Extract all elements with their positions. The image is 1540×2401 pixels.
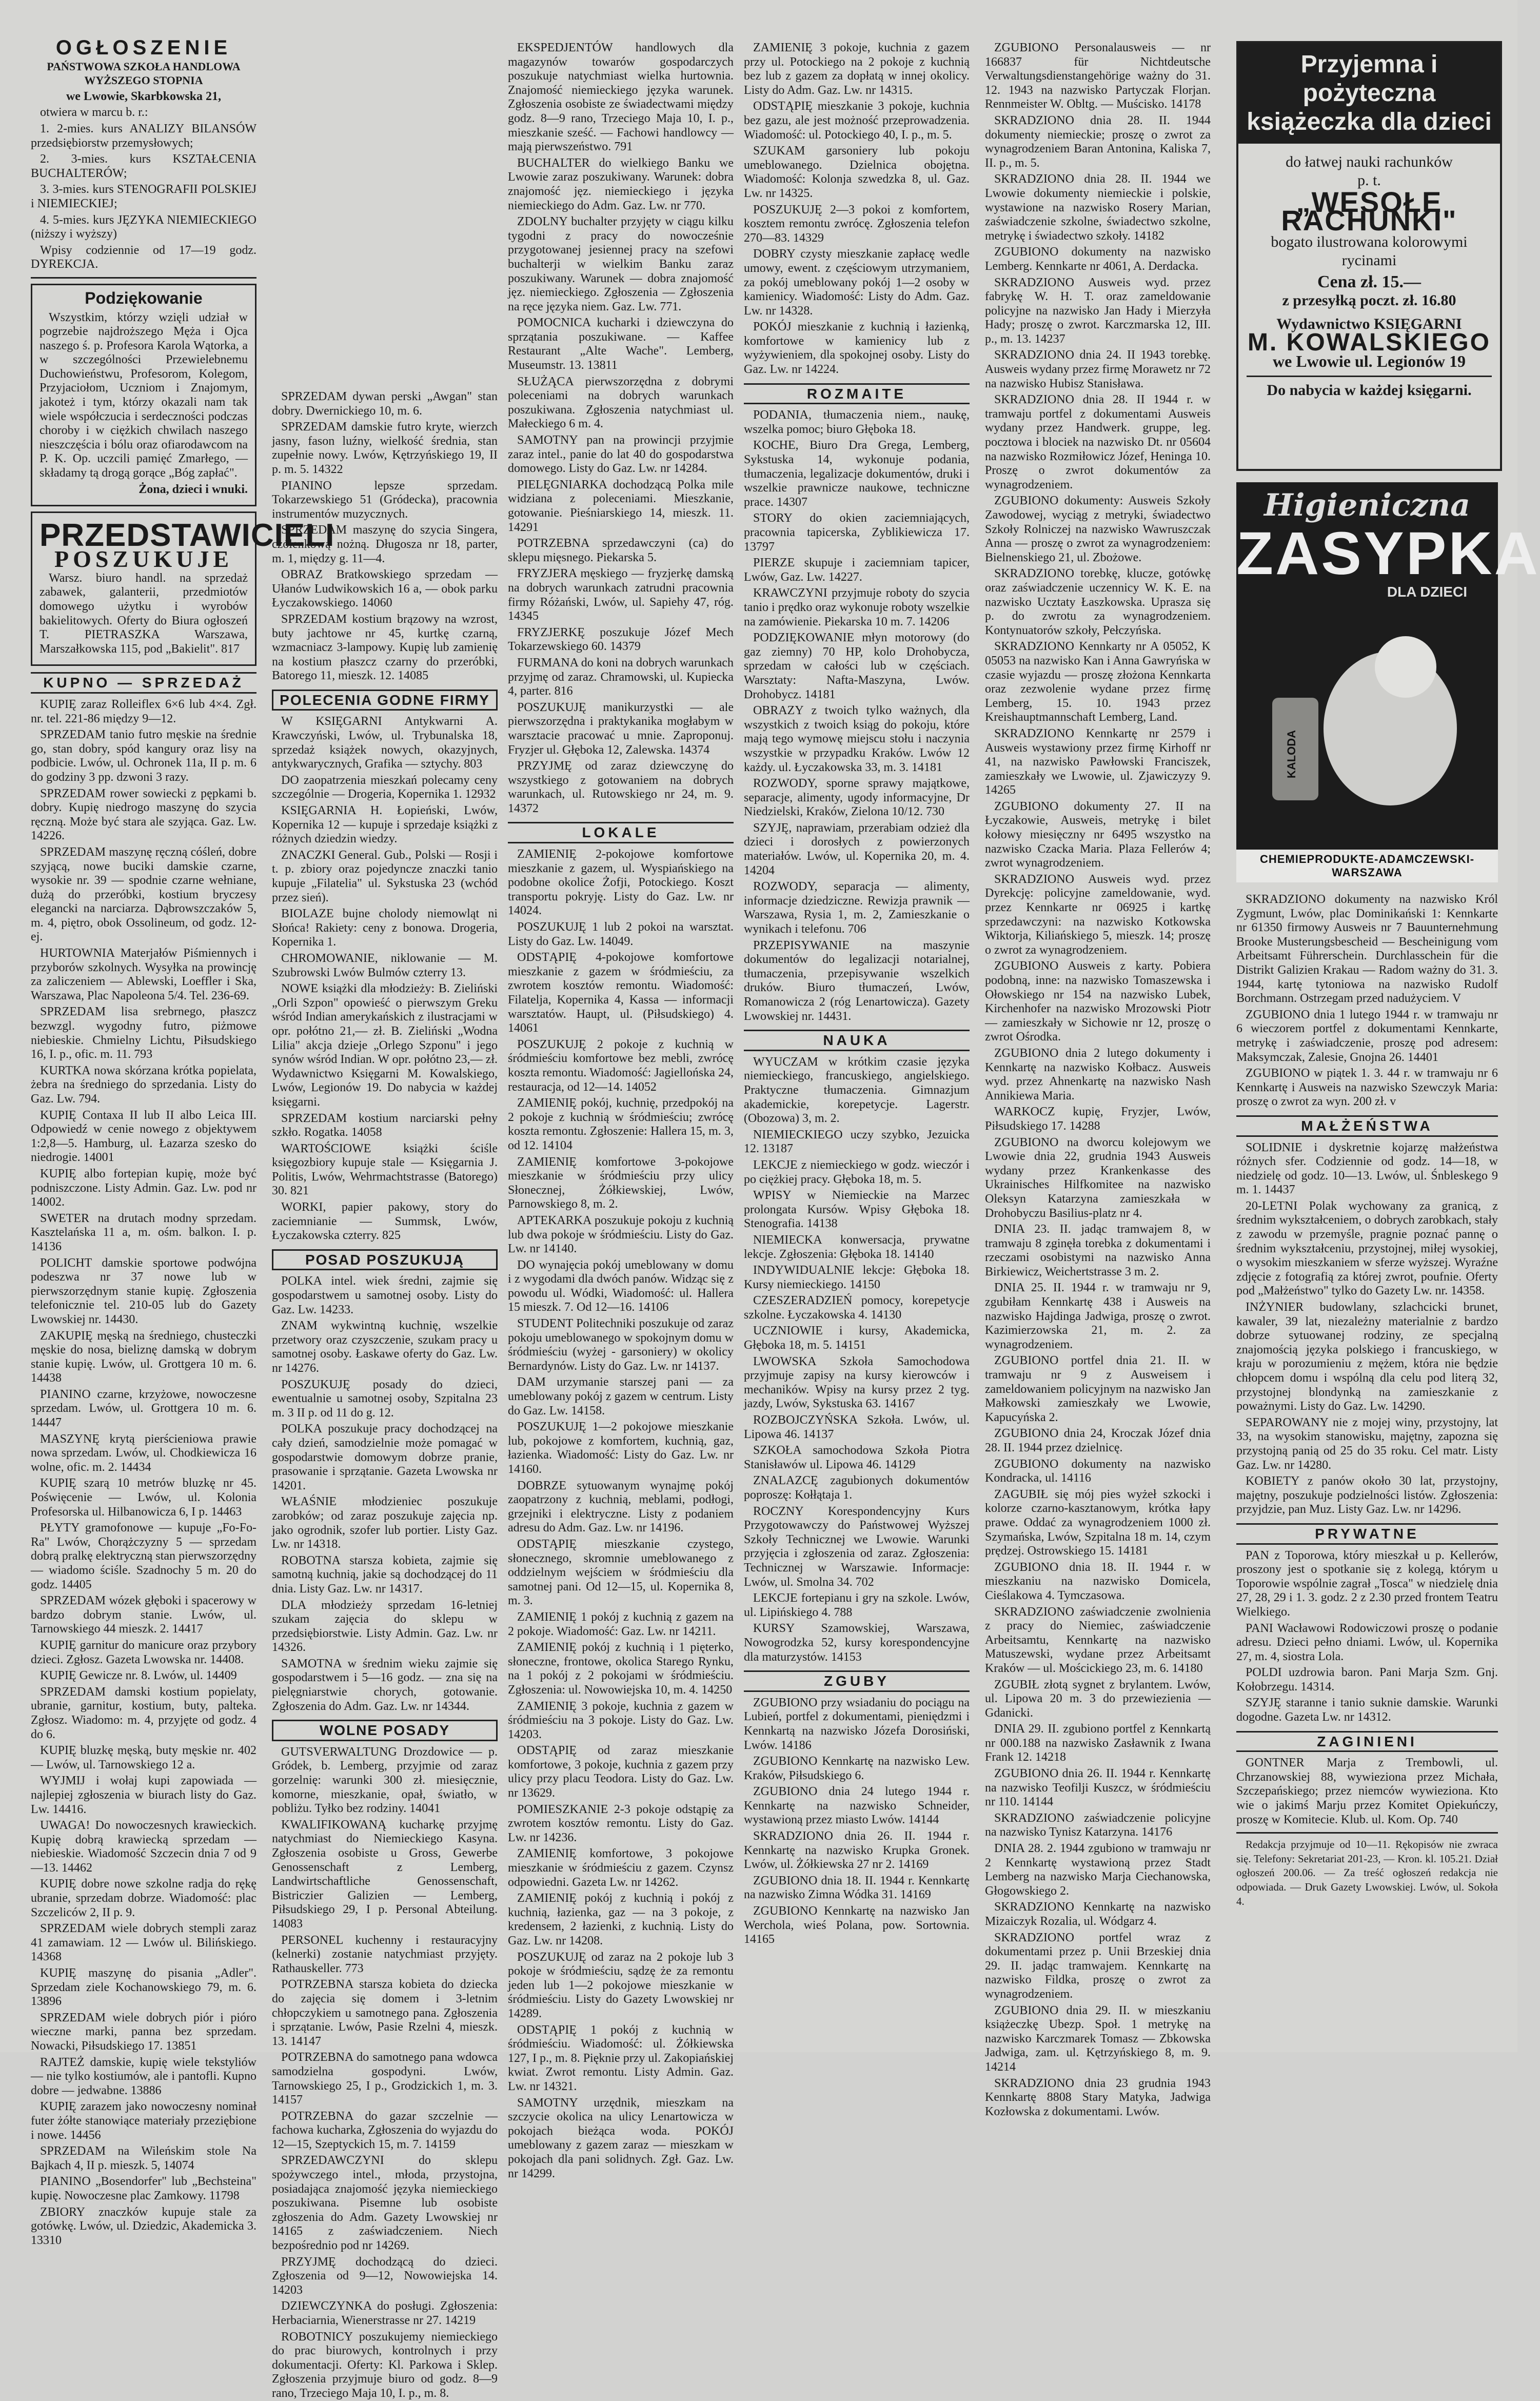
classified-ad: ZGUBIONO dokumenty na nazwisko Kondracka, ul. 14116 bbox=[985, 1457, 1211, 1485]
classified-ad: ODSTĄPIĘ mieszkanie 3 pokoje, kuchnia bez gazu, ale jest możność przeprowadzenia. Wiadomość: ul. Potockiego 40, I. p., m. 5. bbox=[744, 100, 970, 142]
course-item: 1. 2-mies. kurs ANALIZY BILANSÓW przedsiębiorstw przemysłowych; bbox=[31, 122, 256, 150]
thanks-body: Wszystkim, którzy wzięli udział w pogrzebie najdroższego Męża i Ojca naszego ś. p. Profesora Karola Wątorka, a w szczególności Przewielebnemu Duchowieństwu, Profesorom, Kolegom, Przyjaciołom, Uczniom i Znajomym, jakoteż i tym, którzy okazali nam tak wiele współczucia i serdeczności podczas choroby i w ciężkich chwilach naszego nieszczęścia i bólu oraz ofiarodawcom na P. K. Op. uczcili pamięć Zmarłego, — składamy tą drogą gorące „Bóg zapłać". bbox=[40, 310, 248, 480]
column-3 bbox=[508, 41, 734, 2180]
classified-ad: SWETER na drutach modny sprzedam. Kasztelańska 11 a, m. ośm. balkon. I. p. 14136 bbox=[31, 1211, 256, 1253]
classified-ad: ODSTĄPIĘ 1 pokój z kuchnią w śródmieściu. Wiadomość: ul. Żółkiewska 127, I p., m. 8. Pięknie przy ul. Zakopiańskiej kwiat. Zwrot remontu. Listy Admin. Gaz. Lw. nr 14321. bbox=[508, 2023, 734, 2093]
classified-ad: ZGUBIONO dnia 18. II. 1944 r. Kennkartę na nazwisko Zimna Wódka 31. 14169 bbox=[744, 1874, 970, 1902]
column-6 bbox=[1236, 893, 1498, 2032]
classified-ad: PIANINO czarne, krzyżowe, nowoczesne sprzedam. Lwów, ul. Grottgera 10 m. 6. 14447 bbox=[31, 1387, 256, 1430]
classified-ad: SPRZEDAM wiele dobrych piór i pióro wieczne marki, panna bez sprzedam. Nowacki, Piłsudskiego 17. 13851 bbox=[31, 2011, 256, 2053]
classified-ad: ZGUBIONO Kennkartę na nazwisko Lew. Kraków, Piłsudskiego 6. bbox=[744, 1755, 970, 1782]
section-heading-lokale: LOKALE bbox=[508, 822, 734, 843]
classified-ad: ZDOLNY buchalter przyjęty w ciągu kilku tygodni z pracy do nowocześnie przygotowanej jesiennej pracy na szefowi buchalterji w wielkim Banku zaraz poszukiwany. Warunek — dobra znajomość jęz. niemieckiego. Zgłoszenia — Zgłoszenia na ręce języka niem. Gaz. Lw. 771. bbox=[508, 215, 734, 313]
classified-ad: ZNACZKI General. Gub., Polski — Rosji i t. p. zbiory oraz pojedyncze znaczki tanio kupuje „Filatelia" ul. Sykstuska 23 (wchód przez sień). bbox=[272, 848, 498, 904]
classified-ad: ZNAM wykwintną kuchnię, wszelkie przetwory oraz czyszczenie, szukam pracy u samotnej osoby. Łaskawe oferty do Gaz. Lw. nr 14276. bbox=[272, 1319, 498, 1375]
col6-list bbox=[1236, 893, 1498, 1109]
classified-ad: W KSIĘGARNI Antykwarni A. Krawczyński, Lwów, ul. Trybunalska 18, sprzedaż książek nowych, okazyjnych, antykwarycznych, Grafika — sztychy. 803 bbox=[272, 715, 498, 771]
classified-ad: EKSPEDJENTÓW handlowych dla magazynów towarów gospodarczych poszukuje natychmiast wielka hurtownia. Znajomość niemieckiego języka warunek. Zgłoszenia osobiste ze świadectwami między godz. 8—9 rano, Trzeciego Maja 10, I. p., mieszkanie sześć. — Fachowi handlowcy — mają pierwszeństwo. 791 bbox=[508, 41, 734, 154]
book-ad-publisher-name: M. KOWALSKIEGO bbox=[1248, 329, 1491, 356]
classified-ad: ZAMIENIĘ komfortowe, 3 pokojowe mieszkanie w śródmieściu z gazem. Czynsz odpowiedni. Gazeta Lw. nr 14262. bbox=[508, 1847, 734, 1889]
book-ad-banner: Przyjemna i pożyteczna książeczka dla dzieci bbox=[1238, 43, 1500, 144]
classified-ad: POMOCNICA kucharki i dziewczyna do sprzątania poszukiwane. — Kaffee Restaurant „Alte Wache". Lemberg, Museumstr. 13. 13811 bbox=[508, 316, 734, 372]
book-ad-line1: do łatwej nauki rachunków bbox=[1286, 153, 1453, 170]
course-item: 3. 3-mies. kurs STENOGRAFII POLSKIEJ i NIEMIECKIEJ; bbox=[31, 183, 256, 210]
classified-ad: FRYZJERA męskiego — fryzjerkę damską na dobrych warunkach zatrudni pracownia firmy Różański, Lwów, ul. Sapiehy 47, róg. 14345 bbox=[508, 567, 734, 623]
classified-ad: ZAGUBIŁ się mój pies wyżeł szkocki i kolorze czarno-kasztanowym, krótka łapy prawe. Oddać za wynagrodzeniem 1000 zł. Szymańska, Lwów, Szpitalna 18 m. 14, czym prędzej. Ostrowskiego 15. 14181 bbox=[985, 1487, 1211, 1558]
classified-ad: SPRZEDAM kostium narciarski pełny szkło. Rogatka. 14058 bbox=[272, 1111, 498, 1139]
classified-ad: PODZIĘKOWANIE młyn motorowy (do gaz ziemny) 70 HP, kolo Drohobycza, sprzedam w całości lub w częściach. Warsztaty: Nafta-Maszyna, Lwów. Drohobycz. 14181 bbox=[744, 631, 970, 701]
classified-ad: WPISY w Niemieckie na Marzec prolongata Kursów. Wpisy Głęboka 18. Stenografia. 14138 bbox=[744, 1189, 970, 1231]
book-advertisement bbox=[1236, 41, 1502, 471]
powder-can-label: KALODA bbox=[1285, 730, 1298, 779]
classified-ad: PRZYJMĘ od zaraz dziewczynę do wszystkiego z gotowaniem na dobrych warunkach, ul. Rutowskiego nr 24, m. 9. 14372 bbox=[508, 759, 734, 815]
classified-ad: SKRADZIONO dnia 28. II. 1944 dokumenty niemieckie; proszę o zwrot za wynagrodzeniem Baran Antonina, Kaliska 7, II. p., m. 5. bbox=[985, 113, 1211, 170]
classified-ad: WARKOCZ kupię, Fryzjer, Lwów, Piłsudskiego 17. 14288 bbox=[985, 1105, 1211, 1133]
classified-ad: KURTKA nowa skórzana krótka popielata, żebra na średniego do sprzedania. Listy do Gaz. Lw. 794. bbox=[31, 1064, 256, 1106]
section-heading-rozmaite: ROZMAITE bbox=[744, 383, 970, 405]
classified-ad: LWOWSKA Szkoła Samochodowa przyjmuje zapisy na kursy kierowców i mechaników. Wpisy na kursy przez 2 tyg. jazdy, Lwów, Sykstuska 63. 14167 bbox=[744, 1354, 970, 1411]
classified-ad: INŻYNIER budowlany, szlachcicki brunet, kawaler, 39 lat, niezależny materialnie z bardzo dobrze sytuowanej rodziny, ze specjalną znajomością języka polskiego i francuskiego, w kraju w porozumieniu z mężem, która nie będzie chłopcem domu i wspólną dla celu pod literą 32, przystojnej blondynką na zamieszkanie z poważnymi. Listy do Gaz. Lw. 14290. bbox=[1236, 1301, 1498, 1413]
classified-ad: SPRZEDAM kostium brązowy na wzrost, buty jachtowe nr 45, kurtkę czarną, wzmacniacz 3-lampowy. Kupię lub zamienię na kostium płaszcz czarny do przeróbki, Batorego 11, mieszk. 12. 14085 bbox=[272, 612, 498, 683]
classified-ad: ZGUBIONO dnia 2 lutego dokumenty i Kennkartę na nazwisko Kołbacz. Ausweis wyd. przez Ahnenkartę na nazwisko Nash Annikiewa Maria. bbox=[985, 1046, 1211, 1103]
classified-ad: DO wynajęcia pokój umeblowany w domu i z wygodami dla dwóch panów. Widząc się z powodu ul. Wódki, Wiadomość: ul. Hallera 15 mieszk. 7. Od 12—16. 14106 bbox=[508, 1258, 734, 1314]
classified-ad: POTRZEBNA starsza kobieta do dziecka do zajęcia się domem i 3-letnim chłopczykiem u samotnego pana. Zgłoszenia i sprzątanie. Lwów, Pasie Rzelni 4, mieszk. 13. 14147 bbox=[272, 1978, 498, 2048]
classified-ad: WYJMIJ i wołaj kupi zapowiada — najlepiej zgłoszenia w biurach listy do Gaz. Lw. 14416. bbox=[31, 1774, 256, 1816]
classified-ad: SKRADZIONO dnia 24. II 1943 torebkę. Ausweis wydany przez firmę Morawetz nr 72 na nazwisko Hubisz Stanisława. bbox=[985, 348, 1211, 390]
classified-ad: DNIA 28. 2. 1944 zgubiono w tramwaju nr 2 Kennkartę wystawioną przez Stadt Lemberg na nazwisko Marja Ciechanowska, Głogowskiego 2. bbox=[985, 1842, 1211, 1898]
classified-ad: SAMOTNY pan na prowincji przyjmie zaraz intel., panie do lat 40 do gospodarstwa domowego. Listy do Gaz. Lw. nr 14284. bbox=[508, 434, 734, 476]
section-heading-prywatne: PRYWATNE bbox=[1236, 1523, 1498, 1545]
zasypka-footer: CHEMIEPRODUKTE-ADAMCZEWSKI-WARSZAWA bbox=[1236, 850, 1498, 882]
zasypka-script: Higieniczna bbox=[1264, 487, 1470, 523]
classified-ad: POSZUKUJĘ 2—3 pokoi z komfortem, kosztem remontu zwrócę. Zgłoszenia telefon 270—83. 14329 bbox=[744, 203, 970, 245]
classified-ad: GUTSVERWALTUNG Drozdowice — p. Gródek, b. Lemberg, przyjmie od zaraz gorzelnię: warunki 300 zł. miesięcznie, komorne, mieszkanie, opał, światło, w pobliżu. Tyłko bez rodziny. 14041 bbox=[272, 1745, 498, 1816]
classified-ad: ZAMIENIĘ pokój z kuchnią i pokój z kuchnią, łazienka, gaz — na 3 pokoje, z kredensem, 2 łazienki, z kuchnią. Listy do Gaz. Lw. nr 14208. bbox=[508, 1892, 734, 1947]
classified-ad: ZAMIENIĘ 3 pokoje, kuchnia z gazem w śródmieściu na 3 pokoje. Listy do Gaz. Lw. 14203. bbox=[508, 1699, 734, 1741]
divider bbox=[1236, 1832, 1498, 1834]
classified-ad: SKRADZIONO portfel wraz z dokumentami przez p. Unii Brzeskiej dnia 29. II. jadąc tramwajem. Kennkartę na nazwisko Fildka, proszę o zwrot za wynagrodzeniem. bbox=[985, 1931, 1211, 2001]
col4-list bbox=[744, 41, 970, 377]
classified-ad: SOLIDNIE i dyskretnie kojarzę małżeństwa różnych sfer. Codziennie od godz. 14—18, w niedzielę od godz. 10—13. Lwów, ul. Śnbleskego 9 m. 1. 14437 bbox=[1236, 1140, 1498, 1197]
classified-ad: OBRAZ Bratkowskiego sprzedam — Ułanów Ludwikowskich 16 a, — obok parku Łyczakowskiego. 14060 bbox=[272, 568, 498, 610]
classified-ad: SKRADZIONO dnia 28. II 1944 r. w tramwaju portfel z dokumentami Ausweis wydany przez Handwerk. gruppe, leg. pocztowa i blociek na nazwisko Dt. nr 05604 na nazwisko Rozmiłowicz Józef, Heninga 10. Proszę o zwrot dokumentów za wynagrodzeniem. bbox=[985, 393, 1211, 491]
classified-ad: SKRADZIONO dnia 28. II. 1944 we Lwowie dokumenty niemieckie i polskie, wystawione na nazwisko Rosery Marian, zaświadczenie szkolne, świadectwo szkolne, metrykę i świadectwo szkoły. 14182 bbox=[985, 172, 1211, 243]
classified-ad: SZKOŁA samochodowa Szkoła Piotra Stanisławów ul. Lipowa 46. 14129 bbox=[744, 1444, 970, 1471]
book-ad-line2: p. t. bbox=[1357, 172, 1381, 189]
zaginieni-list bbox=[1236, 1756, 1498, 1827]
school-address: we Lwowie, Skarbkowska 21, bbox=[66, 89, 222, 103]
classified-ad: PANI Wacławowi Rodowiczowi proszę o podanie adresu. Dzieci pełno dniami. Lwów, ul. Kopernika 27, m. 4, siostra Lola. bbox=[1236, 1621, 1498, 1663]
classified-ad: INDYWIDUALNIE lekcje: Głęboka 18. Kursy niemieckiego. 14150 bbox=[744, 1264, 970, 1291]
school-footer: Wpisy codziennie od 17—19 godz. DYREKCJA. bbox=[31, 243, 256, 271]
classified-ad: POTRZEBNA do gazar szczelnie — fachowa kucharka, Zgłoszenia do wyjazdu do 12—15, Szeptyckich 15, m. 7. 14159 bbox=[272, 2109, 498, 2151]
classified-ad: POSZUKUJĘ manikurzystki — ale pierwszorzędna i praktykanika mogłabym w warsztacie pracować u mnie. Zaproponuj. Fryzjer ul. Głęboka 12, Zalewska. 14374 bbox=[508, 700, 734, 757]
classified-ad: DO zaopatrzenia mieszkań polecamy ceny szczególnie — Drogeria, Kopernika 1. 12932 bbox=[272, 773, 498, 801]
classified-ad: SZUKAM garsoniery lub pokoju umeblowanego. Dzielnica obojętna. Wiadomość: Kolonja szwedzka 8, ul. Gaz. Lw. nr 14325. bbox=[744, 144, 970, 200]
classified-ad: SKRADZIONO Kennkartę nr 2579 i Ausweis wystawiony przez firmę Kirhoff nr 41, na nazwisko Pawłowski Franciszek, zamieszkały we Lwowie, ul. Zjawiczyzy 9. 14265 bbox=[985, 726, 1211, 797]
classified-ad: ZAMIENIĘ 1 pokój z kuchnią z gazem na 2 pokoje. Wiadomość: Gaz. Lw. nr 14211. bbox=[508, 1610, 734, 1638]
classified-ad: ZGUBIONO Kennkartę na nazwisko Jan Werchola, wieś Polana, pow. Sortownia. 14165 bbox=[744, 1904, 970, 1946]
book-ad-body bbox=[1238, 144, 1500, 409]
representatives-title: PRZEDSTAWICIELI bbox=[40, 518, 335, 554]
section-heading-nauka: NAUKA bbox=[744, 1030, 970, 1051]
representatives-ad bbox=[31, 511, 335, 666]
classified-ad: WARTOŚCIOWE książki ściśle księgozbiory kupuje stale — Księgarnia J. Politis, Lwów, Wehrmachtstrasse (Batorego) 30. 821 bbox=[272, 1142, 498, 1198]
column-5 bbox=[985, 41, 1211, 2118]
classified-ad: NIEMIECKIEGO uczy szybko, Jezuicka 12. 13187 bbox=[744, 1128, 970, 1156]
classified-ad: LEKCJE fortepianu i gry na szkole. Lwów, ul. Lipińskiego 4. 788 bbox=[744, 1591, 970, 1619]
classified-ad: 20-LETNI Polak wychowany za granicą, z średnim wykształceniem, o dobrych zarobkach, stały z zawodu w przemyśle, pragnie poznać pannę o średnim wykształceniu, przystojnej, miłej wysokiej, o wysokim mieszkaniem w sferze wyższej. Wyraźne zdjęcie z fotografią za której zwrot, poufnie. Oferty pod „Małżeństwo" tylko do Gazety Lw. nr. 14358. bbox=[1236, 1199, 1498, 1298]
classified-ad: OBRAZY z twoich tylko ważnych, dla wszystkich z twoich ksiąg do pokoju, które mają tego wymowę miejscu stołu i naczynia wszystkie w przypadku Kraków. Lwów 12 każdy. ul. Łyczakowska 33, m. 3. 14181 bbox=[744, 704, 970, 774]
classified-ad: KUPIĘ dobre nowe szkolne radja do rękę ubranie, sprzedam dobrze. Wiadomość: plac Szczeliców 2, II p. 9. bbox=[31, 1877, 256, 1919]
zasypka-advertisement bbox=[1236, 482, 1540, 882]
classified-ad: SKRADZIONO dokumenty na nazwisko Król Zygmunt, Lwów, plac Dominikański 1: Kennkarte nr 61350 firmowy Ausweis nr 7 Bauunternehmung Brooke Musterungsbescheid — Bescheinigung vom Arbeitsamt Führerschein. Durchlasschein für die Distrikt Galizien Krakau — Radom ważny do 31. 3. 1944, kartę tytoniowa na nazwisko Rudolf Borchmann. Ostrzegam przed nadużyciem. V bbox=[1236, 893, 1498, 1006]
classified-ad: KUPIĘ Contaxa II lub II albo Leica III. Odpowiedź w cenie nowego z objektywem 1:2,8—5. Hamburg, ul. Łazarza szesko do niedrogie. 14001 bbox=[31, 1108, 256, 1165]
classified-ad: KWALIFIKOWANĄ kucharkę przyjmę natychmiast do Niemieckiego Kasyna. Zgłoszenia osobiste u Gross, Gewerbe Genossenschaft z Lemberg, Landwirtschaftliche Genossenschaft, Bistriczier Galizien — Lemberg, Piłsudskiego 29, I p. Personal Abteilung. 14083 bbox=[272, 1818, 498, 1931]
classified-ad: DOBRY czysty mieszkanie zapłacę wedle umowy, ewent. z częściowym utrzymaniem, za pokój umeblowany pokój 1—2 osoby w kamienicy. Wiadomość: Listy do Adm. Gaz. Lw. nr 14328. bbox=[744, 247, 970, 318]
classified-ad: ZGUBIONO dnia 1 lutego 1944 r. w tramwaju nr 6 wieczorem portfel z dokumentami Kennkarte, metrykę i zaświadczenie, proszę pod adresem: Maksymczak, Zalesie, Gnojna 26. 14401 bbox=[1236, 1008, 1498, 1064]
classified-ad: ODSTĄPIĘ 4-pokojowe komfortowe mieszkanie z gazem w śródmieściu, za zwrotem kosztów remontu. Wiadomość: Filatelja, Kopernika 4, Kassa — informacji warsztatów. Haupt, ul. (Piłsudskiego) 4. 14061 bbox=[508, 951, 734, 1035]
classified-ad: SPRZEDAWCZYNI do sklepu spożywczego intel., młoda, przystojna, posiadająca znajomość języka niemieckiego poszukiwana. Pisemne lub osobiste zgłoszenia do Adm. Gazety Lwowskiej nr 14165 z zaświadczeniem. Niech bezpośrednio pod nr 14269. bbox=[272, 2154, 498, 2253]
classified-ad: PAN z Toporowa, który mieszkał u p. Kellerów, proszony jest o spotkanie się z kolegą, którym u Toporowie wspólnie zagrał „Tosca" w niedzielę dnia 27, 28, 29 i 1. 3. godz. 2 z 2.30 przed frontem Teatru Wielkiego. bbox=[1236, 1548, 1498, 1619]
classified-ad: DNIA 25. II. 1944 r. w tramwaju nr 9, zgubiłam Kennkartę 438 i Ausweis na nazwisko Hajdinga Jadwiga, proszę o zwrot. Kazimierzowska 21, m. 2. za wynagrodzeniem. bbox=[985, 1281, 1211, 1351]
classified-ad: SPRZEDAM tanio futro męskie na średnie go, stan dobry, spód kangury oraz lisy na podbicie. Lwów, ul. Ochronek 11a, II p. m. 6 do godziny 3 pp. dzwoni 3 razy. bbox=[31, 728, 256, 784]
classified-ad: SPRZEDAM damskie futro kryte, wierzch jasny, fason luźny, wielkość średnia, stan zupełnie nowy. Lwów, Kętrzyńskiego 19, II p. m. 5. 14322 bbox=[272, 420, 498, 476]
classified-ad: ROZWODY, separacja — alimenty, informacje dziedziczne. Rewizja prawnik — Warszawa, Rysia 1, m. 2, Zamieszkanie o wynikach i telefonu. 706 bbox=[744, 880, 970, 936]
classified-ad: WORKI, papier pakowy, story do zaciemnianie — Summsk, Lwów, Łyczakowska czterry. 825 bbox=[272, 1200, 498, 1243]
classified-ad: RAJTEŻ damskie, kupię wiele tekstyliów — nie tylko kostiumów, ale i pantofli. Kupno dobre — jedwabne. 13886 bbox=[31, 2055, 256, 2097]
section-heading-zaginieni: ZAGINIENI bbox=[1236, 1731, 1498, 1753]
column-2 bbox=[272, 390, 498, 2400]
classified-ad: ZGUBIONO dnia 29. II. w mieszkaniu książeczkę Ubezp. Społ. 1 metrykę na nazwisko Karczmarek Tomasz — Zbkowska Jadwiga, zam. ul. Kętrzyńskiego 8, m. 9. 14214 bbox=[985, 2003, 1211, 2074]
classified-ad: SZYJĘ, naprawiam, przerabiam odzież dla dzieci i dorosłych z powierzonych materiałów. Lwów, ul. Kopernika 20, m. 4. 14204 bbox=[744, 821, 970, 877]
classified-ad: PŁYTY gramofonowe — kupuje „Fo-Fo-Ra" Lwów, Chorążczyzny 5 — sprzedam dobrą pralkę elektryczną stan pierwszorzędny — wiadomo ściśle. Szadnochy 5 m. 20 do godz. 14405 bbox=[31, 1521, 256, 1591]
book-ad-address: we Lwowie ul. Legionów 19 bbox=[1273, 352, 1466, 370]
classified-ad: ZGUBIONO dnia 24, Kroczak Józef dnia 28. II. 1944 przez dzielnicę. bbox=[985, 1427, 1211, 1454]
section-heading-malzenstwa: MAŁŻEŃSTWA bbox=[1236, 1115, 1498, 1137]
classified-ad: ZGUBIONO dokumenty na nazwisko Lemberg. Kennkarte nr 4061, A. Derdacka. bbox=[985, 245, 1211, 273]
classified-ad: PIELĘGNIARKA dochodzącą Polka mile widziana z poleceniami. Mieszkanie, gotowanie. Pieśniarskiego 14, mieszk. 11. 14291 bbox=[508, 478, 734, 534]
classified-ad: FURMANA do koni na dobrych warunkach przyjmę od zaraz. Chramowski, ul. Kupiecka 4, parter. 816 bbox=[508, 656, 734, 698]
classified-ad: ZGUBIONO na dworcu kolejowym we Lwowie dnia 22, grudnia 1943 Ausweis wydany przez Krankenkasse des Ukrainisches Hilfkomitee na nazwisko Oleksyn Katarzyna zamieszkała w Drohobyczu Basilius-platz nr 4. bbox=[985, 1135, 1211, 1220]
classified-ad: POSZUKUJĘ od zaraz na 2 pokoje lub 3 pokoje w śródmieściu, sądzę że za remontu jeden lub 1—2 pokojowe mieszkanie w śródmieściu. Listy do Gazety Lwowskiej nr 14289. bbox=[508, 1950, 734, 2020]
book-ad-publisher: Wydawnictwo KSIĘGARNI bbox=[1276, 316, 1462, 332]
classified-ad: SKRADZIONO Ausweis wyd. przez fabrykę W. H. T. oraz zameldowanie policyjne na nazwisko Jan Hady i Mierzyła Hady; proszę o zwrot. Karczmarska 12, III. p., m. 13. 14237 bbox=[985, 275, 1211, 346]
classified-ad: SPRZEDAM na Wileńskim stole Na Bajkach 4, II p. mieszk. 5, 14074 bbox=[31, 2144, 256, 2172]
classified-ad: POKÓJ mieszkanie z kuchnią i łazienką, komfortowe w kamienicy lub z wyżywieniem, dla spokojnej osoby. Listy do Gaz. Lw. nr 14224. bbox=[744, 320, 970, 377]
representatives-body: Warsz. biuro handl. na sprzedaż zabawek, galanterii, przedmiotów domowego użytku i wyrobów bakielitowych. Oferty do Biura ogłoszeń T. PIETRASZKA Warszawa, Marszałkowska 115, pod „Bakielit". 817 bbox=[40, 571, 248, 656]
editorial-footer: Redakcja przyjmuje od 10—11. Rękopisów nie zwraca się. Telefony: Sekretariat 201-23, — Kron. kl. 105.21. Dział ogłoszeń 200.06. — Za treść ogłoszeń redakcja nie odpowiada. — Druk Gazety Lwowskiej. Lwów, ul. Sokoła 4. bbox=[1236, 1838, 1498, 1907]
classified-ad: UWAGA! Do nowoczesnych krawieckich. Kupię dobrą krawiecką sprzedam — niebieskie. Wiadomość Szczecin dnia 7 od 9—13. 14462 bbox=[31, 1819, 256, 1875]
zguby-list bbox=[744, 1696, 970, 1947]
classified-ad: PRZYJMĘ dochodzącą do dzieci. Zgłoszenia od 9—12, Nowowiejska 14. 14203 bbox=[272, 2255, 498, 2297]
classified-ad: SKRADZIONO zaświadczenie policyjne na nazwisko Tynisz Katarzyna. 14176 bbox=[985, 1811, 1211, 1839]
classified-ad: SKRADZIONO zaświadczenie zwolnienia z pracy do Niemiec, zaświadczenie Arbeitsamtu, Kennkartę na nazwisko Matuszewski, wydane przez Arbeitsamt Kraków — ul. Mościckiego 23, m. 6. 14180 bbox=[985, 1605, 1211, 1675]
section-heading-wolne: WOLNE POSADY bbox=[272, 1720, 498, 1741]
classified-ad: POSZUKUJĘ posady do dzieci, ewentualnie u samotnej osoby, Szpitalna 23 m. 3 II p. od 11 do g. 12. bbox=[272, 1377, 498, 1420]
classified-ad: ZGUBIONO dnia 26. II. 1944 r. Kennkartę na nazwisko Teofilji Kuszcz, w śródmieściu nr 110. 14144 bbox=[985, 1767, 1211, 1809]
wolne-list bbox=[272, 1745, 498, 2401]
classified-ad: ZAKUPIĘ męską na średniego, chusteczki męskie do nosa, bieliznę damską w dobrym stanie kupię. Lwów, ul. Grottgera 10 m. 6. 14438 bbox=[31, 1329, 256, 1385]
classified-ad: POLKA intel. wiek średni, zajmie się gospodarstwem u samotnej osoby. Listy do Gaz. Lw. 14233. bbox=[272, 1274, 498, 1316]
classified-ad: ZAMIENIĘ pokój, kuchnię, przedpokój na 2 pokoje z kuchnią w śródmieściu; zwrócę koszta remontu. Zgłoszenie: Hallera 15, m. 3, od 12. 14104 bbox=[508, 1096, 734, 1152]
classified-ad: ROBOTNA starsza kobieta, zajmie się samotną kuchnią, jakie są dochodzącej do 11 dnia. Listy Gaz. Lw. nr 14317. bbox=[272, 1553, 498, 1596]
classified-ad: ZNALAZCĘ zagubionych dokumentów poproszę: Kołłątaja 1. bbox=[744, 1474, 970, 1502]
section-heading-zguby: ZGUBY bbox=[744, 1670, 970, 1692]
thanks-title: Podziękowanie bbox=[85, 288, 203, 307]
classified-ad: DAM urzymanie starszej pani — za umeblowany pokój z gazem w centrum. Listy do Gaz. Lw. 14158. bbox=[508, 1375, 734, 1418]
classified-ad: SPRZEDAM maszynę ręczną cóśleń, dobre szyjącą, nowe buciki damskie czarne, wysokie nr. 39 — spodnie czarne wełniane, dużą do przeróbki, kostium bryczesy elegancki na narciarza. Dąbrowszczaków 5, m. 4, piętro, obok Ossolineum, od godz. 12-ej. bbox=[31, 845, 256, 944]
classified-ad: KUPIĘ albo fortepian kupię, może być podniszczone. Listy Admin. Gaz. Lw. pod nr 14002. bbox=[31, 1167, 256, 1209]
school-name: PAŃSTWOWA SZKOŁA HANDLOWA WYŻSZEGO STOPNIA bbox=[47, 60, 241, 87]
classified-ad: ZGUBIONO dnia 18. II. 1944 r. w mieszkaniu na nazwisko Domicela, Cieślakowa 4. Tymczasowa. bbox=[985, 1560, 1211, 1602]
classified-ad: SKRADZIONO Kennkarty nr A 05052, K 05053 na nazwisko Kan i Anna Gawryńska w czasie wyjazdu — proszę złożona Kennkarta oraz zezwolenie wydane przez firmę Lemberg, 15. 10. 1943 przez Kreishauptmannschaft Lemberg, Land. bbox=[985, 640, 1211, 724]
classified-ad: CZESZERADZIEŃ pomocy, korepetycje szkolne. Łyczakowska 4. 14130 bbox=[744, 1294, 970, 1322]
classified-ad: LEKCJE z niemieckiego w godz. wieczór i po ciężkiej pracy. Głęboka 18, m. 5. bbox=[744, 1158, 970, 1186]
col5-list bbox=[985, 41, 1211, 2119]
book-ad-availability: Do nabycia w każdej księgarni. bbox=[1247, 376, 1492, 400]
classified-ad: ROCZNY Korespondencyjny Kurs Przygotowawczy do Państwowej Wyższej Szkoły Technicznej we Lwowie. Warunki przyjęcia i zgłoszenia od zaraz. Zgłoszenia: Technicznej w Warszawie. Informacje: Lwów, ul. Smolna 34. 702 bbox=[744, 1504, 970, 1589]
col3-list bbox=[508, 41, 734, 816]
classified-ad: SŁUŻĄCA pierwszorzędna z dobrymi poleceniami na dobrych warunkach poszukiwana. Zgłoszenia natychmiast ul. Małeckiego 6 m. 4. bbox=[508, 375, 734, 431]
classified-ad: MASZYNĘ krytą pierścieniowa prawie nowa sprzedam. Lwów, ul. Chodkiewicza 16 wolne, ofic. m. 2. 14434 bbox=[31, 1432, 256, 1474]
classified-ad: ODSTĄPIĘ mieszkanie czystego, słonecznego, skromnie umeblowanego z oddzielnym wejściem w śródmieściu dla samotnej pani. Od 12—15, ul. Kopernika 8, m. 3. bbox=[508, 1537, 734, 1608]
classified-ad: BIOLAZE bujne cholody niemowląt ni Słońca! Rakiety: ceny z bonowa. Drogeria, Kopernika 1. bbox=[272, 907, 498, 949]
lokale-list bbox=[508, 848, 734, 2181]
classified-ad: KUPIĘ Gewicze nr. 8. Lwów, ul. 14409 bbox=[40, 1669, 237, 1683]
classified-ad: KUPIĘ bluzkę męską, buty męskie nr. 402 — Lwów, ul. Tarnowskiego 12 a. bbox=[31, 1744, 256, 1772]
classified-ad: POLKA poszukuje pracy dochodzącej na cały dzień, samodzielnie może pomagać w gospodarstwie domowym dobrze pranie, prasowanie i sprzątanie. Gazeta Lwowska nr 14201. bbox=[272, 1422, 498, 1492]
classified-ad: SPRZEDAM rower sowiecki z pępkami b. dobry. Kupię niedrogo maszynę do szycia ręczną. Może być stara ale szyjąca. Gaz. Lw. 14226. bbox=[31, 786, 256, 843]
classified-ad: GONTNER Marja z Trembowli, ul. Chrzanowskiej 88, wywieziona przez Michała, Szczepańskiego; przez niemców wywieziona. Kto wie o jakimś Marju przez Komitet Opiekuńczy, proszę w Komitecie. Klub. ul. Kom. Op. 740 bbox=[1236, 1756, 1498, 1826]
classified-ad: DLA młodzieży sprzedam 16-letniej szukam zajęcia do sklepu w przedsiębiorstwie. Listy Admin. Gaz. Lw. nr 14326. bbox=[272, 1598, 498, 1655]
classified-ad: SKRADZIONO torebkę, klucze, gotówkę oraz zaświadczenie uczennicy W. K. E. na nazwisko Ucztaty Łaszkowska. Uprasza się p. do zwrotu za wynagrodzeniem. Kontynuatorów szkoły, Pełczyńska. bbox=[985, 567, 1211, 637]
column-1 bbox=[31, 36, 335, 2247]
classified-ad: ZAMIENIĘ pokój z kuchnią i 1 pięterko, słoneczne, frontowe, okolica Starego Rynku, na 1 pokój z 2 pokojami w śródmieściu. Zgłoszenia: ul. Nowowiejska 10, m. 4. 14250 bbox=[508, 1641, 734, 1697]
classified-ad: POSZUKUJĘ 1 lub 2 pokoi na warsztat. Listy do Gaz. Lw. 14049. bbox=[508, 920, 734, 948]
book-ad-description: bogato ilustrowana kolorowymi rycinami bbox=[1271, 233, 1468, 269]
classified-ad: KURSY Szamowskiej, Warszawa, Nowogrodzka 52, kursy korespondencyjne dla maturzystów. 14153 bbox=[744, 1622, 970, 1664]
classified-ad: POLICHT damskie sportowe podwójna podeszwa nr 37 nowe lub w pierwszorzędnym stanie kupię. Zgłoszenia telefonicznie tel. 210-05 lub do Gazety Lwowskiej nr. 14430. bbox=[31, 1256, 256, 1326]
classified-ad: KRAWCZYNI przyjmuje roboty do szycia tanio i prędko oraz wykonuje roboty wszelkie na zamówienie. Piekarska 10 m. 7. 14206 bbox=[744, 586, 970, 628]
classified-ad: PRZEPISYWANIE na maszynie dokumentów do legalizacji notarialnej, tłumaczenia, przepisywanie wszelkich druków. Biuro tłumaczeń, Lwów, Romanowicza 2 (róg Lenartowicza). Gazety Lwowskiej nr. 14431. bbox=[744, 938, 970, 1023]
zasypka-illustration bbox=[1236, 611, 1498, 857]
classified-ad: KUPIĘ szarą 10 metrów bluzkę nr 45. Poświęcenie — Lwów, ul. Kolonia Profesorska ul. Hilbanowicza 6, I p. 14463 bbox=[31, 1477, 256, 1519]
section-heading-polecenia: POLECENIA GODNE FIRMY bbox=[272, 690, 498, 711]
classified-ad: POSZUKUJĘ 1—2 pokojowe mieszkanie lub, pokojowe z komfortem, kuchnią, gaz, łazienka. Wiadomość: Listy do Gaz. Lw. nr 14160. bbox=[508, 1420, 734, 1476]
classified-ad: KUPIĘ garnitur do manicure oraz przybory dzieci. Zgłosz. Gazeta Lwowska nr. 14408. bbox=[31, 1638, 256, 1666]
classified-ad: POSZUKUJĘ 2 pokoje z kuchnią w śródmieściu komfortowe bez mebli, zwrócę koszta remontu. Wiadomość: Jagiellońska 24, restauracja, od 12—14. 14052 bbox=[508, 1037, 734, 1094]
classified-ad: ZGUBIONO w piątek 1. 3. 44 r. w tramwaju nr 6 Kennkartę i Ausweis na nazwisko Szewczyk Maria: proszę o zwrot za wyn. 200 zł. v bbox=[1236, 1067, 1498, 1109]
classified-ad: POLDI uzdrowia baron. Pani Marja Szm. Gnj. Kołobrzegu. 14314. bbox=[1236, 1666, 1498, 1694]
classified-ad: SPRZEDAM wiele dobrych stempli zaraz 41 zamawiam. 12 — Lwów ul. Bilińskiego. 14368 bbox=[31, 1922, 256, 1964]
classified-ad: ZGUBIONO Ausweis z karty. Pobiera podobną, inne: na nazwisko Tomaszewska i Ołowskiego nr 154 na nazwisko Lubek, Kirchenhofer na nazwisko Mrozowski Piotr — zamieszkały w Sichowie nr 12, proszę o zwrot Ośrodka. bbox=[985, 959, 1211, 1044]
classified-ad: SAMOTNA w średnim wieku zajmie się gospodarstwem i 5—16 godz. — zna się na pielęgniarstwie chorych, gotowanie. Zgłoszenia do Adm. Gaz. Lw. nr 14344. bbox=[272, 1657, 498, 1713]
nauka-list bbox=[744, 1055, 970, 1664]
prywatne-list bbox=[1236, 1549, 1498, 1725]
classified-ad: NIEMIECKA konwersacja, prywatne lekcje. Zgłoszenia: Głęboka 18. 14140 bbox=[744, 1233, 970, 1261]
classified-ad: KUPIĘ maszynę do pisania „Adler". Sprzedam ziele Kochanowskiego 79, m. 6. 13896 bbox=[31, 1966, 256, 2009]
classified-ad: ZGUBIONO dnia 24 lutego 1944 r. Kennkartę na nazwisko Schneider, wystawioną przez miasto Lwów. 14144 bbox=[744, 1785, 970, 1827]
classified-ad: NOWE książki dla młodzieży: B. Zieliński „Orli Szpon" opowieść o pierwszym Greku wśród Indian amerykańskich z ilustracjami w opr. połótno 21,— zł. B. Zieliński „Wodna Lilia" akcja dzieje „Orlego Szponu" i jego synów wśród Indian. W opr. połótno 23,— zł. Wydawnictwo Księgarni M. Kowalskiego, Lwów, Legionów 19. Do nabycia w każdej księgarni. bbox=[272, 982, 498, 1109]
course-item: 2. 3-mies. kurs KSZTAŁCENIA BUCHALTERÓW; bbox=[31, 152, 256, 180]
classified-ad: POTRZEBNA do samotnego pana wdowca samodzielna gospodyni. Lwów, Tarnowskiego 25, I p., Grodzickich 1, m. 3. 14157 bbox=[272, 2051, 498, 2107]
classified-ad: KSIĘGARNIA H. Łopieński, Lwów, Kopernika 12 — kupuje i sprzedaje książki z różnych dziedzin wiedzy. bbox=[272, 804, 498, 846]
classified-ad: ZBIORY znaczków kupuje stale za gotówkę. Lwów, ul. Dziedzic, Akademicka 3. 13310 bbox=[31, 2205, 256, 2247]
book-ad-postage: z przesyłką poczt. zł. 16.80 bbox=[1282, 292, 1456, 309]
classified-ad: ZAMIENIĘ komfortowe 3-pokojowe mieszkanie w śródmieściu przy ulicy Słonecznej, Żółkiewskiej, Lwów, Parnowskiego 8, m. 2. bbox=[508, 1155, 734, 1211]
classified-ad: STORY do okien zaciemniających, pracownia tapicerska, Zyblikiewicza 17. 13797 bbox=[744, 511, 970, 554]
column-4 bbox=[744, 41, 970, 2032]
classified-ad: PIERZE skupuje i zaciemniam tapicer, Lwów, Gaz. Lw. 14227. bbox=[744, 556, 970, 584]
classified-ad: KUPIĘ zarazem jako nowoczesny nominał futer żółte stanowiące materiały przeziębione i nowe. 14456 bbox=[31, 2100, 256, 2142]
classified-ad: SEPAROWANY nie z mojej winy, przystojny, lat 33, na wysokim stanowisku, majętny, zapozna się przystojną panią od 25 do 35 roku. Cel matr. Listy Gaz. Lw. nr 14280. bbox=[1236, 1415, 1498, 1472]
school-opening: otwiera w marcu b. r.: bbox=[40, 106, 148, 120]
zasypka-subtitle: DLA DZIECI bbox=[1387, 584, 1467, 600]
section-heading-kupno: KUPNO — SPRZEDAŻ bbox=[31, 672, 256, 694]
classified-ad: WYUCZAM w krótkim czasie języka niemieckiego, francuskiego, angielskiego. Praktyczne tłumaczenia. Gimnazjum akademickie, korepetycje. Lagerstr. (Obozowa) 3, m. 2. bbox=[744, 1055, 970, 1126]
classified-ad: PIANINO „Bosendorfer" lub „Bechsteina" kupię. Nowoczesne plac Zamkowy. 11798 bbox=[31, 2175, 256, 2202]
classified-ad: SPRZEDAM maszynę do szycia Singera, czółenkową nożną. Długosza nr 18, parter, m. 1, między g. 11—4. bbox=[272, 523, 498, 565]
posad-list bbox=[272, 1274, 498, 1714]
book-ad-title: „WESOŁE RACHUNKI" bbox=[1281, 186, 1457, 237]
classified-ad: PIANINO lepsze sprzedam. Tokarzewskiego 51 (Gródecka), pracownia instrumentów muzycznych. bbox=[272, 479, 498, 521]
classified-ad: ODSTĄPIĘ od zaraz mieszkanie komfortowe, 3 pokoje, kuchnia z gazem przy ulicy przy placu Teodora. Listy do Gaz. Lw. nr 13629. bbox=[508, 1744, 734, 1800]
school-announcement bbox=[31, 36, 256, 272]
classified-ad: POTRZEBNA sprzedawczyni (ca) do sklepu mięsnego. Piekarska 5. bbox=[508, 537, 734, 564]
thanks-box bbox=[31, 284, 256, 506]
classified-ad: DOBRZE sytuowanym wynajmę pokój zaopatrzony z kuchnią, meblami, podłogi, grzejniki i elektryczne. Listy z podaniem adresu do Adm. Gaz. Lw. nr 14196. bbox=[508, 1479, 734, 1535]
classified-ad: SPRZEDAM lisa srebrnego, płaszcz bezwzgl. wygodny futro, piżmowe niebieskie. Chmielny Lichtu, Piłsudskiego 16, I. p., ofic. m. 11. 793 bbox=[31, 1005, 256, 1061]
classified-ad: KUPIĘ zaraz Rolleiflex 6×6 lub 4×4. Zgł. nr. tel. 221-86 między 9—12. bbox=[31, 697, 256, 725]
classified-ad: FRYZJERKĘ poszukuje Józef Mech Tokarzewskiego 60. 14379 bbox=[508, 625, 734, 654]
classified-ad: SKRADZIONO Kennkartę na nazwisko Mizaiczyk Rozalia, ul. Wódgarz 4. bbox=[985, 1900, 1211, 1928]
classified-ad: DNIA 23. II. jadąc tramwajem 8, w tramwaju 8 zginęła torebka z dokumentami i rzeczami osobistymi na nazwisko Anna Birkiewicz, Weichertstrasse 3 m. 2. bbox=[985, 1223, 1211, 1278]
rozmaite-list bbox=[744, 408, 970, 1024]
classified-ad: ZGUBIONO dokumenty: Ausweis Szkoły Zawodowej, wyciąg z metryki, świadectwo Szkoły Rolniczej na nazwisko Wawruszczak Anna — proszę o zwrot za wynagrodzeniem: Bielnenskiego 21, ul. Zbożowe. bbox=[985, 494, 1211, 564]
zasypka-title: ZASYPKA bbox=[1236, 520, 1540, 587]
classified-ad: STUDENT Politechniki poszukuje od zaraz pokoju umeblowanego w spokojnym domu w śródmieściu (wyżej - garsoniery) w okolicy Bernardynów. Listy do Gaz. Lw. nr 14137. bbox=[508, 1317, 734, 1373]
classified-ad: KOBIETY z panów około 30 lat, przystojny, majętny, poszukuje podzielności listów. Zgłoszenia: przyjdzie, pan Muz. Listy Gaz. Lw. nr 14296. bbox=[1236, 1474, 1498, 1517]
classified-ad: SZYJĘ staranne i tanio suknie damskie. Warunki dogodne. Gazeta Lw. nr 14312. bbox=[1236, 1696, 1498, 1724]
classified-ad: SKRADZIONO dnia 26. II. 1944 r. Kennkartę na nazwisko Krupka Gronek. Lwów, ul. Żółkiewska 27 nr 2. 14169 bbox=[744, 1829, 970, 1872]
classified-ad: SKRADZIONO Ausweis wyd. przez Dyrekcję: policyjne zameldowanie, wyd. przez Kennkarte nr 06925 i kartkę sprzedawczyni: na nazwisko Kotkowska Wiktorja, Kiliańskiego 5, mieszk. 14; proszę o zwrot za wynagrodzeniem. bbox=[985, 872, 1211, 957]
thanks-signature: Żona, dzieci i wnuki. bbox=[139, 482, 248, 496]
malzenstwa-list bbox=[1236, 1141, 1498, 1517]
classified-ad: DNIA 29. II. zgubiono portfel z Kennkartą nr 000.188 na nazwisko Zasławnik z Iwana Frank 12. 14218 bbox=[985, 1722, 1211, 1764]
classified-ad: ROZBOJCZYŃSKA Szkoła. Lwów, ul. Lipowa 46. 14137 bbox=[744, 1413, 970, 1441]
divider bbox=[31, 277, 256, 279]
classified-ad: ROBOTNICY poszukujemy niemieckiego do prac biurowych, kontrolnych i przy dokumentacji. Oferty: Kl. Parkowa i Sklep. Zgłoszenia przyjmuje biuro od godz. 8—9 rano, Trzeciego Maja 10, I. p., m. 8. bbox=[272, 2330, 498, 2400]
classified-ad: SPRZEDAM dywan perski „Awgan" stan dobry. Dwernickiego 10, m. 6. bbox=[272, 390, 498, 418]
classified-ad: PODANIA, tłumaczenia niem., naukę, wszelka pomoc; biuro Głęboka 18. bbox=[744, 408, 970, 436]
announcement-title: OGŁOSZENIE bbox=[55, 36, 232, 59]
classified-ad: WŁAŚNIE młodzieniec poszukuje zarobków; od zaraz poszukuje zajęcia np. jako ogrodnik, szofer lub portier. Listy Gaz. Lw. nr 14318. bbox=[272, 1495, 498, 1551]
classified-ad: CHROMOWANIE, niklowanie — M. Szubrowski Lwów Bulmów czterry 13. bbox=[272, 951, 498, 979]
classified-ad: ZAMIENIĘ 3 pokoje, kuchnia z gazem przy ul. Potockiego na 2 pokoje z kuchnią bez lub z gazem za dopłatą w innej okolicy. Listy do Adm. Gaz. Lw. nr 14315. bbox=[744, 41, 970, 97]
classified-ad: SPRZEDAM damski kostium popielaty, ubranie, garnitur, kostium, buty, palteka. Zgłosz. Wiadomo: m. 4, przyjęte od godz. 4 do 6. bbox=[31, 1685, 256, 1741]
classified-ad: ZGUBIONO przy wsiadaniu do pociągu na Lubień, portfel z dokumentami, pieniędzmi i Kennkartą na nazwisko Józefa Dorosiński, Lwów. 14186 bbox=[744, 1696, 970, 1752]
classified-ad: ZGUBIŁ złotą sygnet z brylantem. Lwów, ul. Lipowa 20 m. 3 do przewiezienia — Gdanicki. bbox=[985, 1678, 1211, 1720]
classified-ad: DZIEWCZYNKA do posługi. Zgłoszenia: Herbaciarnia, Wienerstrasse nr 27. 14219 bbox=[272, 2299, 498, 2327]
classified-ad: ZGUBIONO portfel dnia 21. II. w tramwaju nr 9 z Ausweisem i zameldowaniem policyjnym na nazwisko Jan Małkowski zamieszkały we Lwowie, Kapucyńska 2. bbox=[985, 1354, 1211, 1424]
classified-ad: BUCHALTER do wielkiego Banku we Lwowie zaraz poszukiwany. Warunek: dobra znajomość jęz. niemieckiego i języka niemieckiego do Adm. Gaz. Lw. nr 770. bbox=[508, 156, 734, 212]
child-head bbox=[1375, 636, 1436, 698]
classified-ad: SPRZEDAM wózek głęboki i spacerowy w bardzo dobrym stanie. Lwów, ul. Tarnowskiego 44 mieszk. 2. 14417 bbox=[31, 1594, 256, 1636]
classified-ad: ZAMIENIĘ 2-pokojowe komfortowe mieszkanie z gazem, ul. Wyspiańskiego na podobne okolice Żofji, Potockiego. Koszt transportu pokryję. Listy do Gaz. Lw. nr 14024. bbox=[508, 848, 734, 918]
classified-ad: ZGUBIONO dokumenty 27. II na Łyczakowie, Ausweis, metrykę i bilet kołowy miesięczny nr 6495 wszystko na nazwisko Czacka Maria. Plaza Fellerów 4; zwrot wynagrodzeniem. bbox=[985, 799, 1211, 870]
classified-ad: APTEKARKA poszukuje pokoju z kuchnią lub dwa pokoje w śródmieściu. Listy do Gaz. Lw. nr 14140. bbox=[508, 1213, 734, 1256]
book-ad-price: Cena zł. 15.— bbox=[1317, 272, 1421, 291]
classified-ad: ZGUBIONO Personalausweis — nr 166837 für Nichtdeutsche Verwaltungsdienstangehörige ważny do 31. 12. 1943 na nazwisko Partyczak Florjan. Rennmeister W. Obltg. — Muścisko. 14178 bbox=[985, 41, 1211, 111]
polecenia-list bbox=[272, 715, 498, 1243]
kupno-list bbox=[31, 698, 256, 2248]
classified-ad: SKRADZIONO dnia 23 grudnia 1943 Kennkartę 8808 Stary Matyka, Jadwiga Kozłowska z dokumentami. Lwów. bbox=[985, 2076, 1211, 2118]
classified-ad: PERSONEL kuchenny i restauracyjny (kelnerki) zostanie natychmiast przyjęty. Rathauskeller. 773 bbox=[272, 1933, 498, 1975]
classified-ad: POMIESZKANIE 2-3 pokoje odstąpię za zwrotem kosztów remontu. Listy do Gaz. Lw. nr 14236. bbox=[508, 1802, 734, 1844]
classified-ad: KOCHE, Biuro Dra Grega, Lemberg, Sykstuska 14, wykonuje podania, tłumaczenia, legalizacje dokumentów, druki i wszelkie prawnicze naukowe, techniczne prace. 14307 bbox=[744, 439, 970, 509]
top-ads-list bbox=[272, 390, 498, 683]
course-item: 4. 5-mies. kurs JĘZYKA NIEMIECKIEGO (niższy i wyższy) bbox=[31, 213, 256, 241]
representatives-subtitle: POSZUKUJE bbox=[54, 546, 233, 573]
classified-ad: UCZNIOWIE i kursy, Akademicka, Głęboka 18, m. 5. 14151 bbox=[744, 1324, 970, 1352]
section-heading-posad: POSAD POSZUKUJĄ bbox=[272, 1249, 498, 1271]
classified-ad: SAMOTNY urzędnik, mieszkam na szczycie okolica na ulicy Lenartowicza w pokojach bieżąca woda. POKÓJ umeblowany z gazem zaraz — mieszkam w pokojach dla pani solidnych. Zgł. Gaz. Lw. nr 14299. bbox=[508, 2096, 734, 2180]
classified-ad: HURTOWNIA Materjałów Piśmiennych i przyborów szkolnych. Wysyłka na prowincję za zaliczeniem — Ablewski, Loeffler i Ska, Warszawa, Plac Napoleona 5/4. Tel. 236-69. bbox=[31, 947, 256, 1002]
classified-ad: ROZWODY, sporne sprawy majątkowe, separacje, alimenty, ugody informacyjne, Dr Niedzielski, Kraków, Zielona 10/12. 730 bbox=[744, 777, 970, 819]
